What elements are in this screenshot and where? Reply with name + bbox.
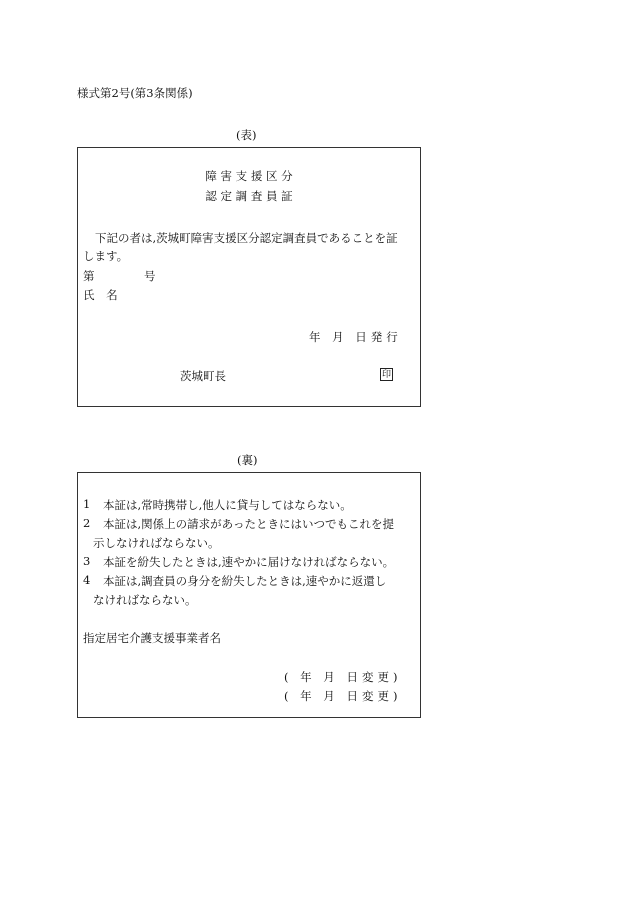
form-title: 様式第2号(第3条関係)	[77, 86, 193, 100]
item-text-line2: 示しなければならない。	[93, 536, 220, 550]
item-text-line1: 本証を紛失したときは,速やかに届けなければならない。	[103, 555, 395, 569]
number-suffix: 号	[144, 269, 156, 283]
name-label: 氏 名	[83, 288, 122, 302]
back-side-label: (裏)	[237, 453, 258, 467]
issuer: 茨城町長	[180, 369, 226, 383]
item-text-line1: 本証は,常時携帯し,他人に貸与してはならない。	[103, 498, 352, 512]
front-body-line1: 下記の者は,茨城町障害支援区分認定調査員であることを証	[95, 231, 398, 245]
front-side-label: (表)	[236, 128, 257, 142]
change-date-row: ( 年 月 日変更)	[284, 670, 402, 684]
front-title-line2: 認 定 調 査 員 証	[205, 189, 293, 203]
back-card	[77, 472, 421, 718]
change-date-row: ( 年 月 日変更)	[284, 689, 402, 703]
seal-mark: 印	[381, 370, 391, 380]
item-text-line1: 本証は,調査員の身分を紛失したときは,速やかに返還し	[103, 574, 387, 588]
item-number: 2	[83, 516, 91, 530]
item-number: 3	[83, 554, 91, 568]
issue-date: 年 月 日発行	[309, 330, 402, 344]
item-text-line2: なければならない。	[93, 593, 197, 607]
item-number: 4	[83, 573, 91, 587]
number-prefix: 第	[83, 269, 95, 283]
item-text-line1: 本証は,関係上の請求があったときにはいつでもこれを提	[103, 517, 395, 531]
front-card	[77, 147, 421, 407]
item-number: 1	[83, 497, 91, 511]
front-title-line1: 障 害 支 援 区 分	[205, 169, 293, 183]
front-body-line2: します。	[83, 249, 129, 263]
business-name-label: 指定居宅介護支援事業者名	[83, 631, 221, 645]
